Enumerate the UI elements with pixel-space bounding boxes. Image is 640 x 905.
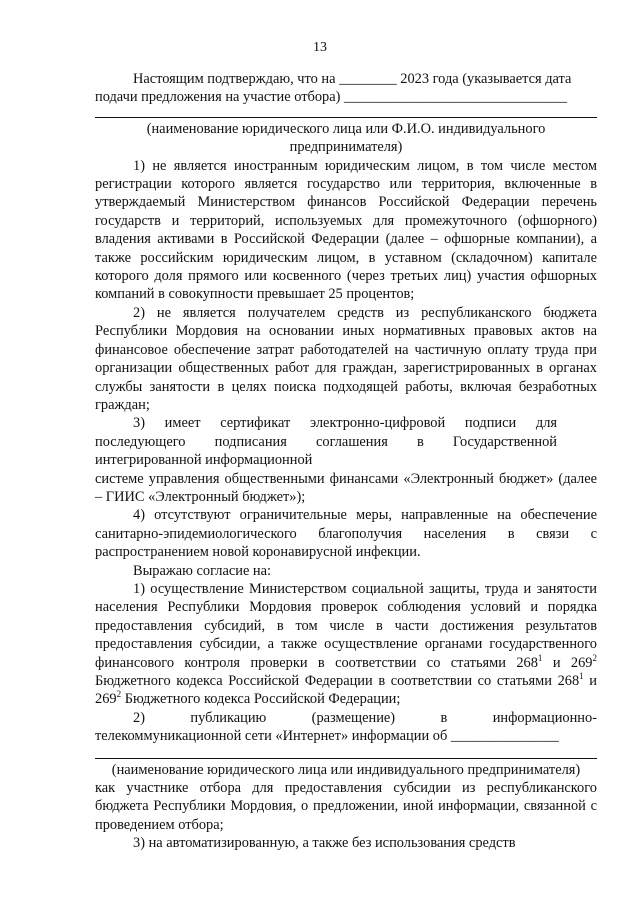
consent-item-2-line-1: 2) публикацию (размещение) в информационно-	[133, 709, 597, 726]
consent-item-3: 3) на автоматизированную, а также без использования средств	[133, 835, 516, 852]
intro-line-1: Настоящим подтверждаю, что на ________ 2023 года (указывается дата	[133, 71, 572, 87]
superscript: 1	[537, 652, 543, 663]
caption-legal-entity: (наименование юридического лица или Ф.И.О. индивидуального предпринимателя)	[146, 120, 546, 156]
consent-item-1	[95, 580, 597, 709]
intro-line-2: подачи предложения на участие отбора) _______________________________	[95, 89, 568, 106]
item-3-part-b: системе управления общественными финансами «Электронный бюджет» (далее – ГИИС «Электронный бюджет»);	[95, 470, 597, 505]
caption-entity-name: (наименование юридического лица или индивидуального предпринимателя)	[111, 761, 581, 778]
superscript: 1	[579, 671, 584, 682]
consent-1-text-e: Бюджетного кодекса Российской Федерации;	[121, 691, 401, 708]
superscript: 2	[592, 652, 597, 663]
page-number: 13	[313, 40, 327, 55]
consent-1-text-a: 1) осуществление Министерством социальной защиты, труда и занятости населения Республики Мордовия проверок соблюдения условий и порядка предоставления субсидий, в том числе в части достижения результатов предоставления субсидии, а также осуществление органами государственного финансового контроля проверки в соответствии со статьями 268	[95, 580, 597, 671]
item-2: 2) не является получателем средств из республиканского бюджета Республики Мордовия на основании иных нормативных правовых актов на финансовое обеспечение затрат работодателей на частичную оплату труда при организации общественных работ для граждан, зарегистрированных в органах службы занятости в целях поиска подходящей работы, включая безработных граждан;	[95, 304, 597, 413]
superscript: 2	[116, 689, 122, 700]
consent-item-2-line-2: телекоммуникационной сети «Интернет» информации об _______________	[95, 728, 559, 745]
underline-rule	[95, 746, 597, 759]
document-body	[95, 70, 597, 853]
consent-1-text-c: Бюджетного кодекса Российской Федерации в соответствии со статьями 268	[95, 673, 580, 689]
consent-1-text-b: и 269	[542, 654, 593, 671]
item-1: 1) не является иностранным юридическим лицом, в том числе местом регистрации которого является государство или территория, включенные в утверждаемый Министерством финансов Российской Федерации перечень государств и территорий, используемых для промежуточного (офшорного) владения активами в Российской Федерации (далее – офшорные компании), а также российским юридическим лицом, в уставном (складочном) капитале которого доля прямого или косвенного (через третьих лиц) участия офшорных компаний в совокупности превышает 25 процентов;	[95, 157, 597, 303]
consent-item-2-rest: как участнике отбора для предоставления субсидии из республиканского бюджета Республики Мордовия, о предложении, иной информации, связанной с проведением отбора;	[95, 780, 597, 833]
underline-rule	[95, 107, 597, 118]
item-3-part-a: 3) имеет сертификат электронно-цифровой подписи для последующего подписания соглашения в Государственной интегрированной информационной	[95, 415, 557, 469]
consent-heading: Выражаю согласие на:	[133, 562, 272, 579]
item-4: 4) отсутствуют ограничительные меры, направленные на обеспечение санитарно-эпидемиологического благополучия населения в связи с распространением новой коронавирусной инфекции.	[95, 507, 597, 561]
consent-1-text-d: и 269	[95, 673, 597, 708]
